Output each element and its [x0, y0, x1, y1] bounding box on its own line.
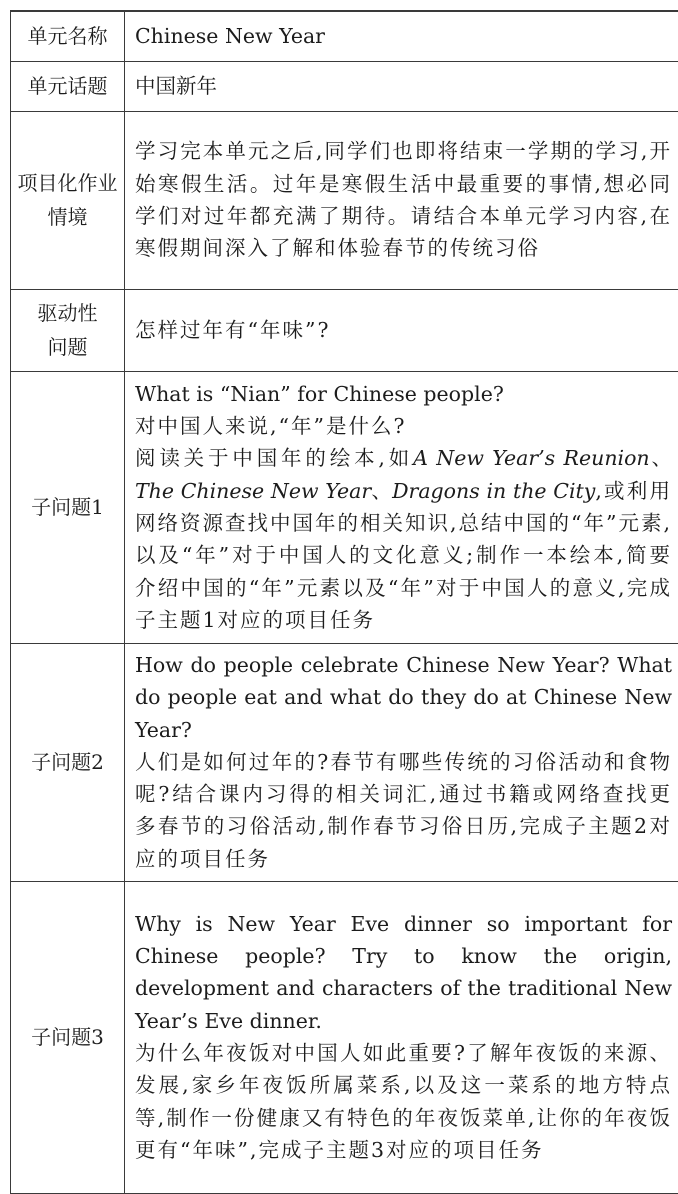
- row-label-driving-question: [11, 289, 125, 371]
- table-row: [11, 111, 678, 289]
- subquestion-1-task-suffix: ,或利用网络资源查找中国年的相关知识,总结中国的“年”元素,以及“年”对于中国人的文化意义;制作一本绘本,简要介绍中国的“年”元素以及“年”对于中国人的意义,完成子主题1对应的项目任务: [135, 479, 672, 632]
- label-line: 驱动性: [15, 296, 120, 330]
- subquestion-2-chinese: 人们是如何过年的?春节有哪些传统的习俗活动和食物呢?结合课内习得的相关词汇,通过书籍或网络查找更多春节的习俗活动,制作春节习俗日历,完成子主题2对应的项目任务: [135, 746, 672, 875]
- subquestion-3-chinese: 为什么年夜饭对中国人如此重要?了解年夜饭的来源、发展,家乡年夜饭所属菜系,以及这一菜系的地方特点等,制作一份健康又有特色的年夜饭菜单,让你的年夜饭更有“年味”,完成子主题3对应的项目任务: [135, 1037, 672, 1166]
- row-label-project-context: [11, 111, 125, 289]
- row-label-subquestion-2: 子问题2: [11, 643, 125, 881]
- book-separator: 、: [371, 479, 392, 503]
- book-title: The Chinese New Year: [135, 479, 371, 503]
- subquestion-1-task-prefix: 阅读关于中国年的绘本,如: [135, 446, 413, 470]
- driving-question-text: 怎样过年有“年味”?: [125, 289, 678, 371]
- table-row: [11, 881, 678, 1193]
- label-line: 项目化作业: [15, 166, 120, 200]
- row-label-unit-topic: 单元话题: [11, 61, 125, 111]
- row-label-subquestion-3: 子问题3: [11, 881, 125, 1193]
- table-row: [11, 289, 678, 371]
- table-row: [11, 11, 678, 61]
- subquestion-1-english: What is “Nian” for Chinese people?: [135, 378, 672, 410]
- subquestion-1-content: [125, 371, 678, 643]
- unit-name-value: Chinese New Year: [125, 11, 678, 61]
- subquestion-3-english: Why is New Year Eve dinner so important for Chinese people? Try to know the origin, development and characters of the traditional New Year’s Eve dinner.: [135, 908, 672, 1037]
- unit-plan-table: [10, 10, 678, 1194]
- label-line: 问题: [15, 330, 120, 364]
- book-title: Dragons in the City: [392, 479, 595, 503]
- book-separator: 、: [650, 446, 672, 470]
- row-label-unit-name: 单元名称: [11, 11, 125, 61]
- subquestion-2-english: How do people celebrate Chinese New Year? What do people eat and what do they do at Chinese New Year?: [135, 649, 672, 746]
- unit-topic-value: 中国新年: [125, 61, 678, 111]
- subquestion-1-chinese: 对中国人来说,“年”是什么?: [135, 410, 672, 442]
- label-line: 情境: [15, 200, 120, 234]
- table-row: [11, 61, 678, 111]
- row-label-subquestion-1: 子问题1: [11, 371, 125, 643]
- subquestion-3-content: [125, 881, 678, 1193]
- project-context-text: 学习完本单元之后,同学们也即将结束一学期的学习,开始寒假生活。过年是寒假生活中最重要的事情,想必同学们对过年都充满了期待。请结合本单元学习内容,在寒假期间深入了解和体验春节的传统习俗: [125, 111, 678, 289]
- book-title: A New Year’s Reunion: [413, 446, 650, 470]
- table-row: [11, 371, 678, 643]
- table-row: [11, 643, 678, 881]
- subquestion-2-content: [125, 643, 678, 881]
